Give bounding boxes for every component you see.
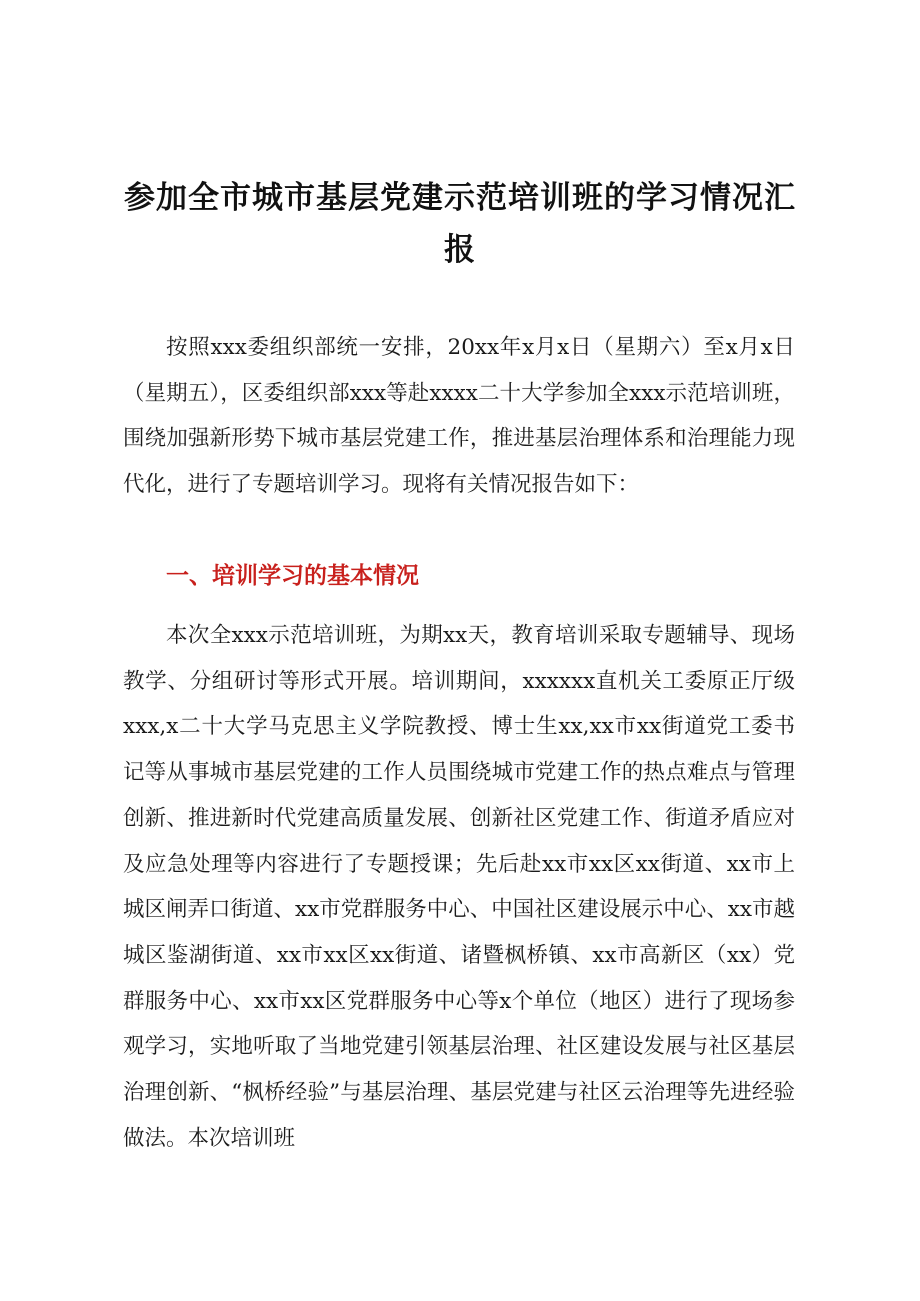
section-paragraph: 本次全xxx示范培训班，为期xx天，教育培训采取专题辅导、现场教学、分组研讨等形式开展。培训期间，xxxxxx直机关工委原正厅级xxx,x二十大学马克思主义学院教授、博士生xx,xx市xx街道党工委书记等从事城市基层党建的工作人员围绕城市党建工作的热点难点与管理创新、推进新时代党建高质量发展、创新社区党建工作、街道矛盾应对及应急处理等内容进行了专题授课；先后赴xx市xx区xx街道、xx市上城区闸弄口街道、xx市党群服务中心、中国社区建设展示中心、xx市越城区鉴湖街道、xx市xx区xx街道、诸暨枫桥镇、xx市高新区（xx）党群服务中心、xx市xx区党群服务中心等x个单位（地区）进行了现场参观学习，实地听取了当地党建引领基层治理、社区建设发展与社区基层治理创新、“枫桥经验”与基层治理、基层党建与社区云治理等先进经验做法。本次培训班 xyxy=(123,623,796,1151)
document-title: 参加全市城市基层党建示范培训班的学习情况汇报 xyxy=(124,180,796,268)
intro-paragraph: 按照xxx委组织部统一安排，20xx年x月x日（星期六）至x月x日（星期五），区委组织部xxx等赴xxxx二十大学参加全xxx示范培训班，围绕加强新形势下城市基层党建工作，推进基层治理体系和治理能力现代化，进行了专题培训学习。现将有关情况报告如下： xyxy=(123,335,795,498)
section-heading: 一、培训学习的基本情况 xyxy=(166,563,419,589)
